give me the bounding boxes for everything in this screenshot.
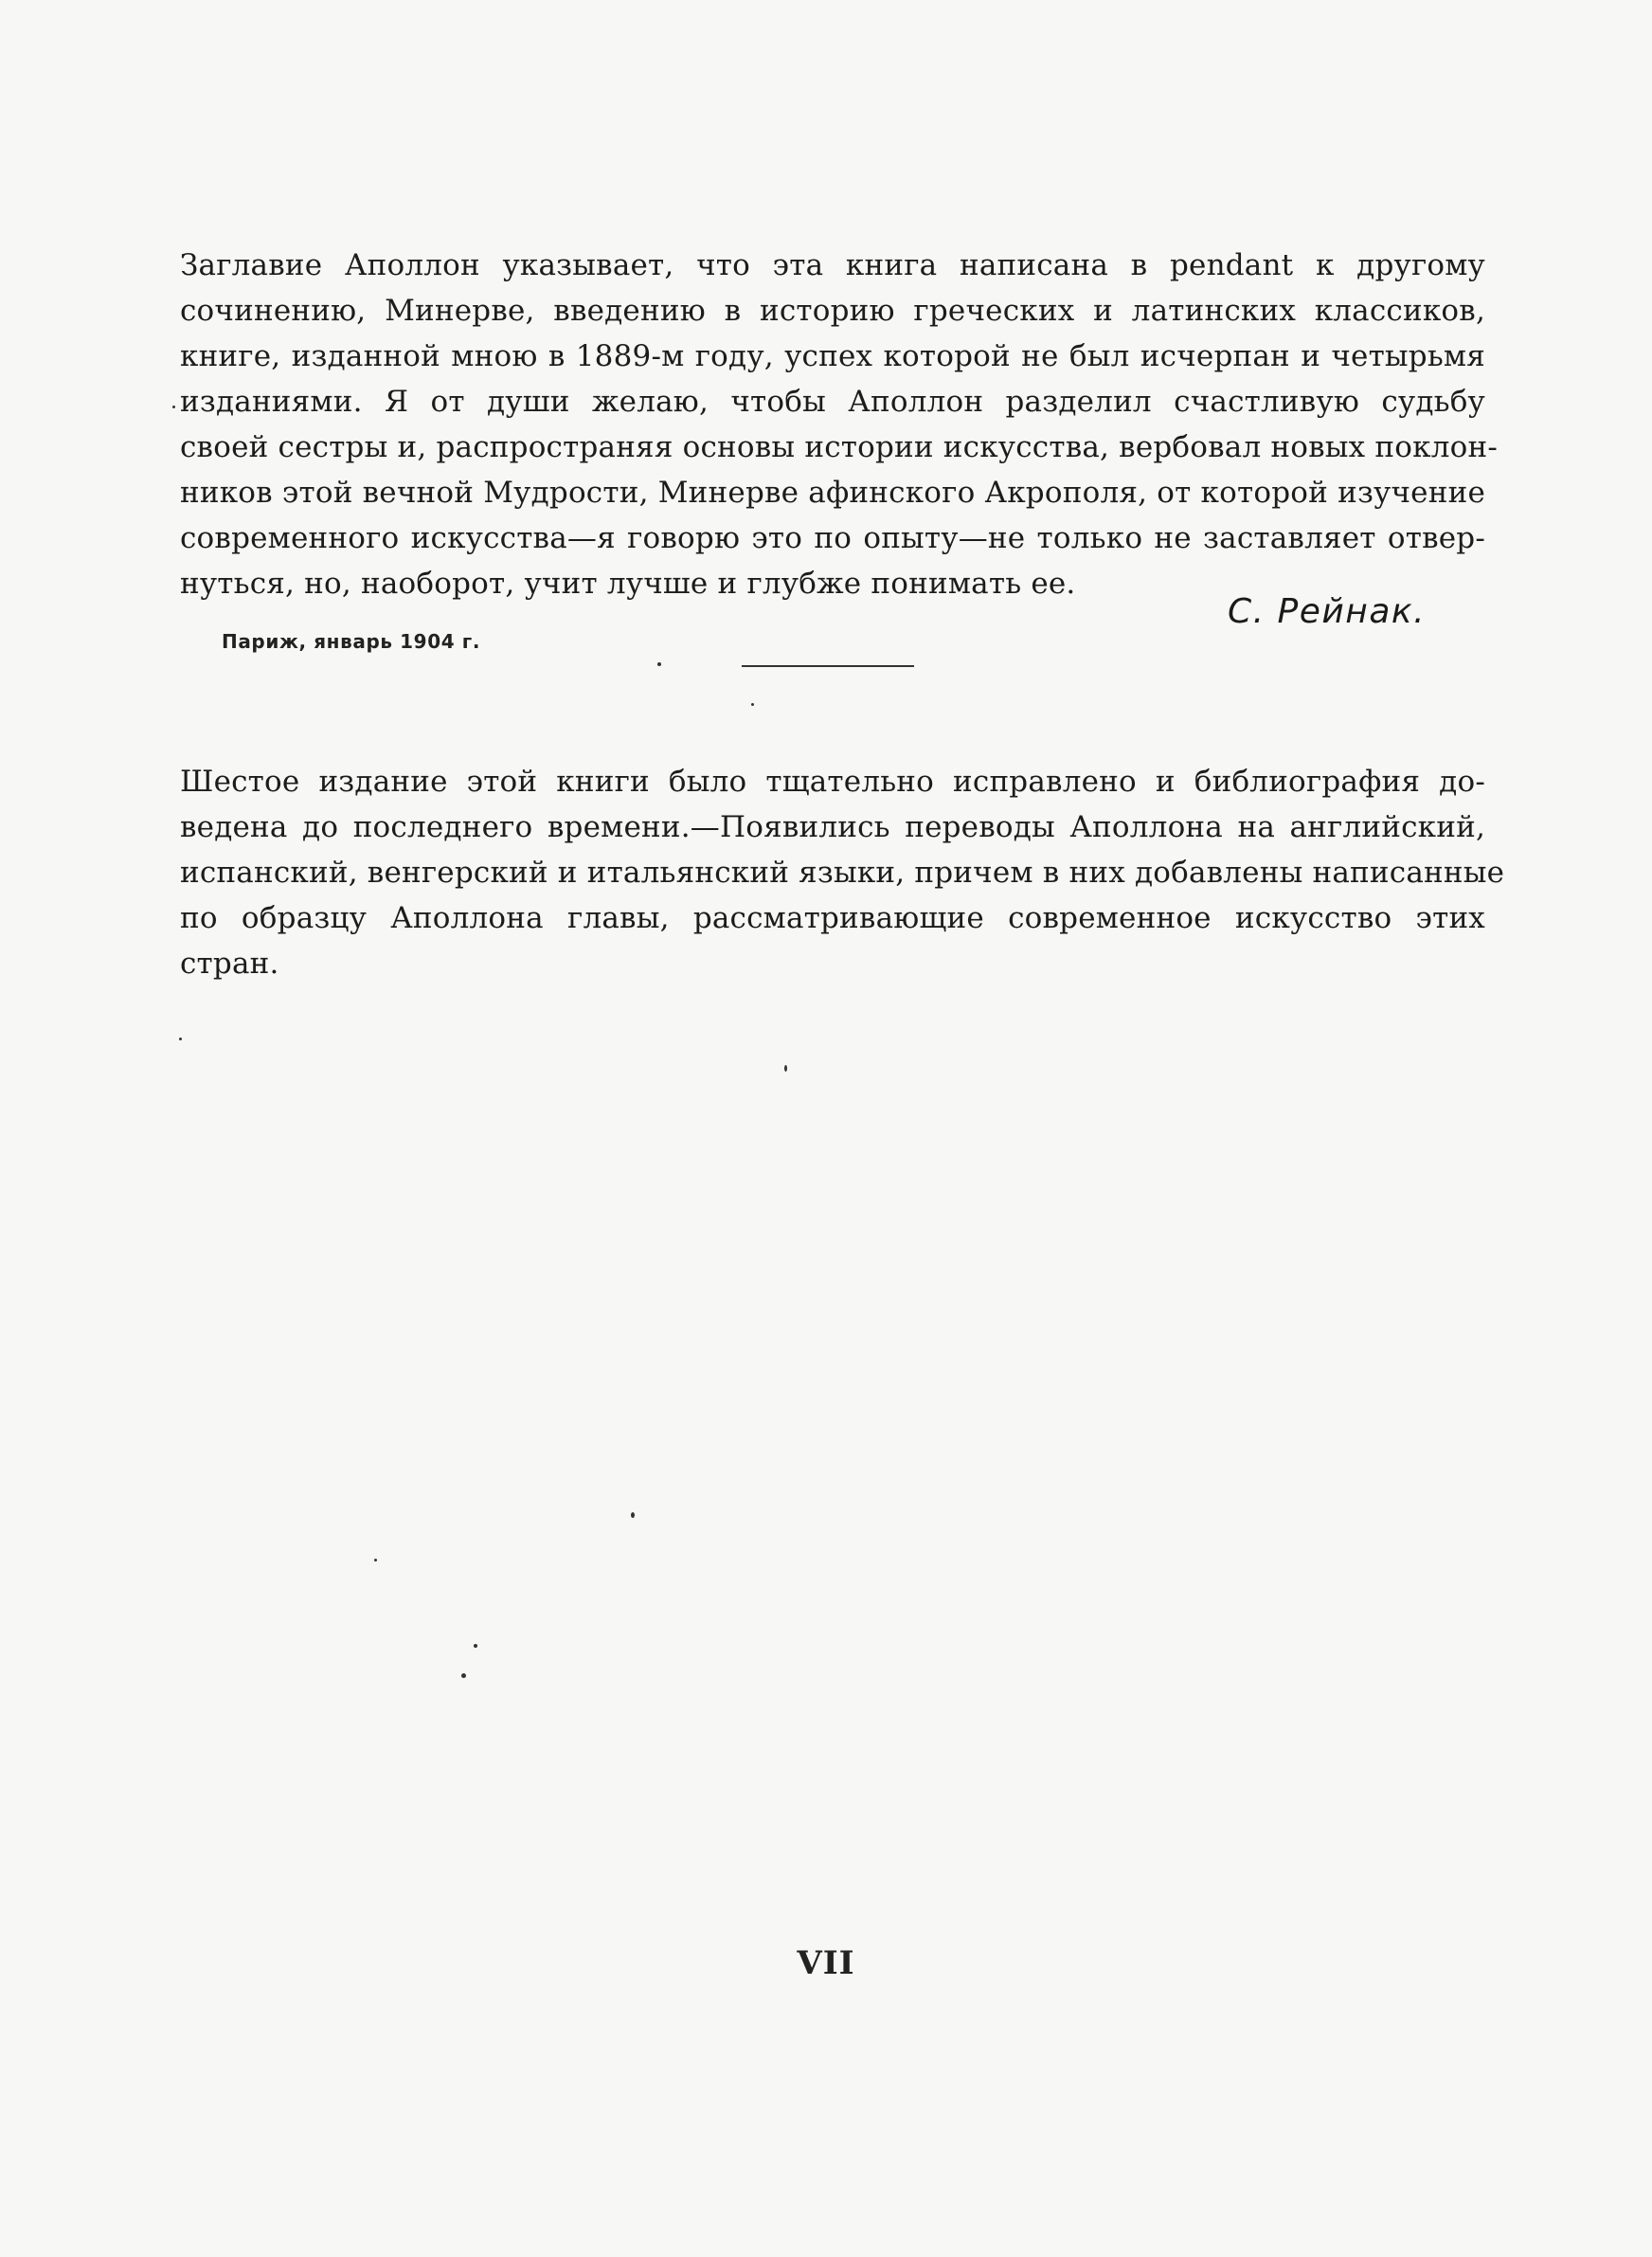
page-number: VII <box>797 1944 855 1982</box>
note-line-4: по образцу Аполлона главы, рассматривающие современное искусство этих <box>180 901 1485 935</box>
preface-line-7: современного искусства—я говорю это по опыту—не только не заставляет отвер- <box>180 521 1485 555</box>
scan-speck <box>751 703 754 706</box>
preface-line-8: нуться, но, наоборот, учит лучше и глубже понимать ее. <box>180 567 1076 601</box>
scan-speck <box>657 662 661 666</box>
scan-speck <box>179 1038 182 1040</box>
scan-speck <box>631 1512 635 1518</box>
scan-speck <box>172 406 175 408</box>
note-line-2: ведена до последнего времени.—Появились переводы Аполлона на английский, <box>180 810 1485 844</box>
preface-line-1: Заглавие Аполлон указывает, что эта книга написана в pendant к другому <box>180 248 1485 282</box>
scan-speck <box>784 1065 787 1072</box>
scan-speck <box>474 1644 477 1648</box>
scan-speck <box>461 1673 466 1678</box>
preface-line-4: изданиями. Я от души желаю, чтобы Аполлон разделил счастливую судьбу <box>180 385 1485 419</box>
note-line-1: Шестое издание этой книги было тщательно исправлено и библиография до- <box>180 765 1485 799</box>
note-line-3: испанский, венгерский и итальянский языки, причем в них добавлены написанные <box>180 856 1505 890</box>
preface-line-6: ников этой вечной Мудрости, Минерве афинского Акрополя, от которой изучение <box>180 476 1485 510</box>
preface-line-2: сочинению, Минерве, введению в историю греческих и латинских классиков, <box>180 294 1485 328</box>
preface-line-3: книге, изданной мною в 1889-м году, успех которой не был исчерпан и четырьмя <box>180 339 1485 373</box>
section-divider <box>742 665 914 667</box>
scan-speck <box>374 1559 377 1562</box>
preface-line-5: своей сестры и, распространяя основы истории искусства, вербовал новых поклон- <box>180 430 1498 464</box>
author-signature: С. Рейнак. <box>1228 592 1427 631</box>
note-line-5: стран. <box>180 947 279 981</box>
place-date: Париж, январь 1904 г. <box>222 630 481 653</box>
